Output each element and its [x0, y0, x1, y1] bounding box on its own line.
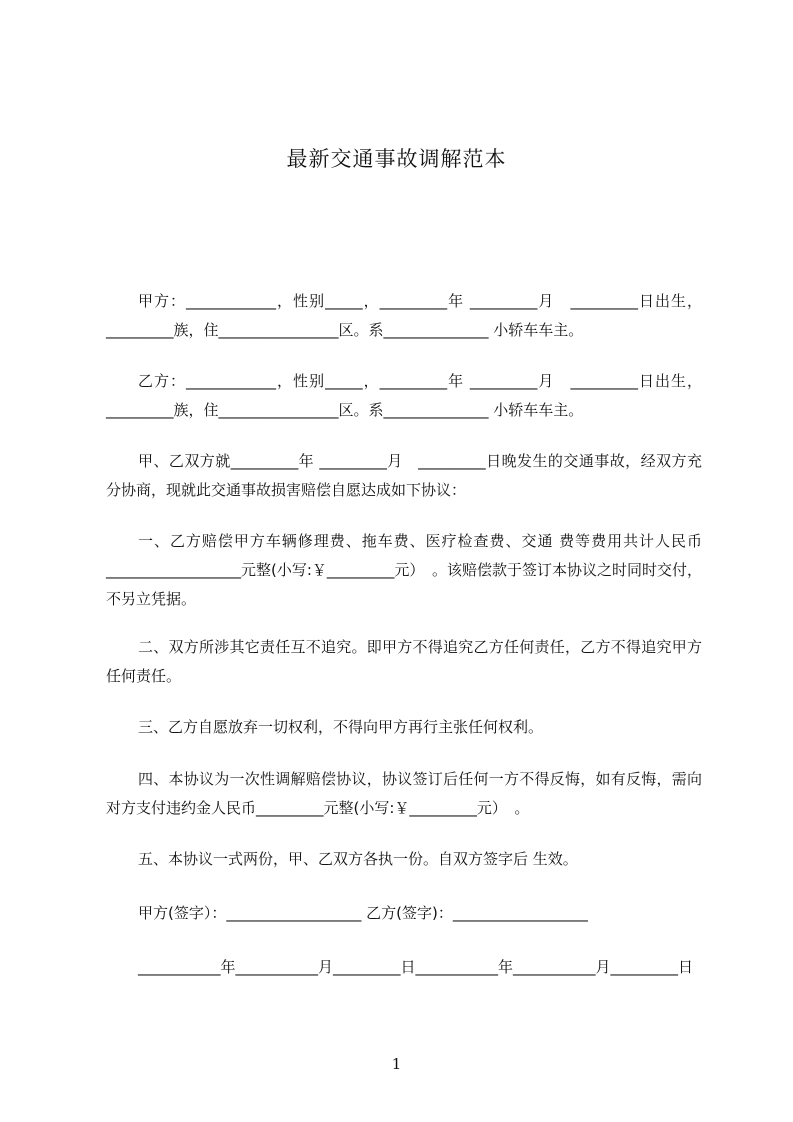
page-number: 1 [391, 1055, 402, 1073]
party-a-info: 甲方：____________，性别_____，_________年 _________月 _________日出生，_________族，住________________区。系______________ 小轿车车主。 [106, 292, 702, 339]
accident-preamble: 甲、乙双方就_________年 _________月 _________日晚发生的交通事故，经双方充分协商，现就此交通事故损害赔偿自愿达成如下协议： [106, 452, 702, 499]
document-title: 最新交通事故调解范本 [286, 147, 507, 171]
party-b-info: 乙方：____________，性别_____，_________年 _________月 _________日出生，_________族，住________________区。系______________ 小轿车车主。 [106, 372, 702, 419]
signature-line: 甲方(签字）：__________________ 乙方(签字)：__________________ [138, 904, 588, 922]
clause-3: 三、乙方自愿放弃一切权利，不得向甲方再行主张任何权利。 [138, 718, 544, 736]
date-line: ___________年___________月_________日___________年___________月_________日 [138, 958, 694, 976]
clause-1: 一、乙方赔偿甲方车辆修理费、拖车费、医疗检查费、交通 费等费用共计人民币__________________元整(小写:￥_________元） 。该赔偿款于签订本协议之时同时交付，不另立凭据。 [106, 532, 702, 608]
clause-4: 四、本协议为一次性调解赔偿协议，协议签订后任何一方不得反悔，如有反悔，需向对方支付违约金人民币_________元整(小写:￥_________元） 。 [106, 770, 702, 817]
clause-5: 五、本协议一式两份，甲、乙双方各执一份。自双方签字后 生效。 [138, 850, 578, 868]
clause-2: 二、双方所涉其它责任互不追究。即甲方不得追究乙方任何责任，乙方不得追究甲方任何责任。 [106, 638, 702, 685]
